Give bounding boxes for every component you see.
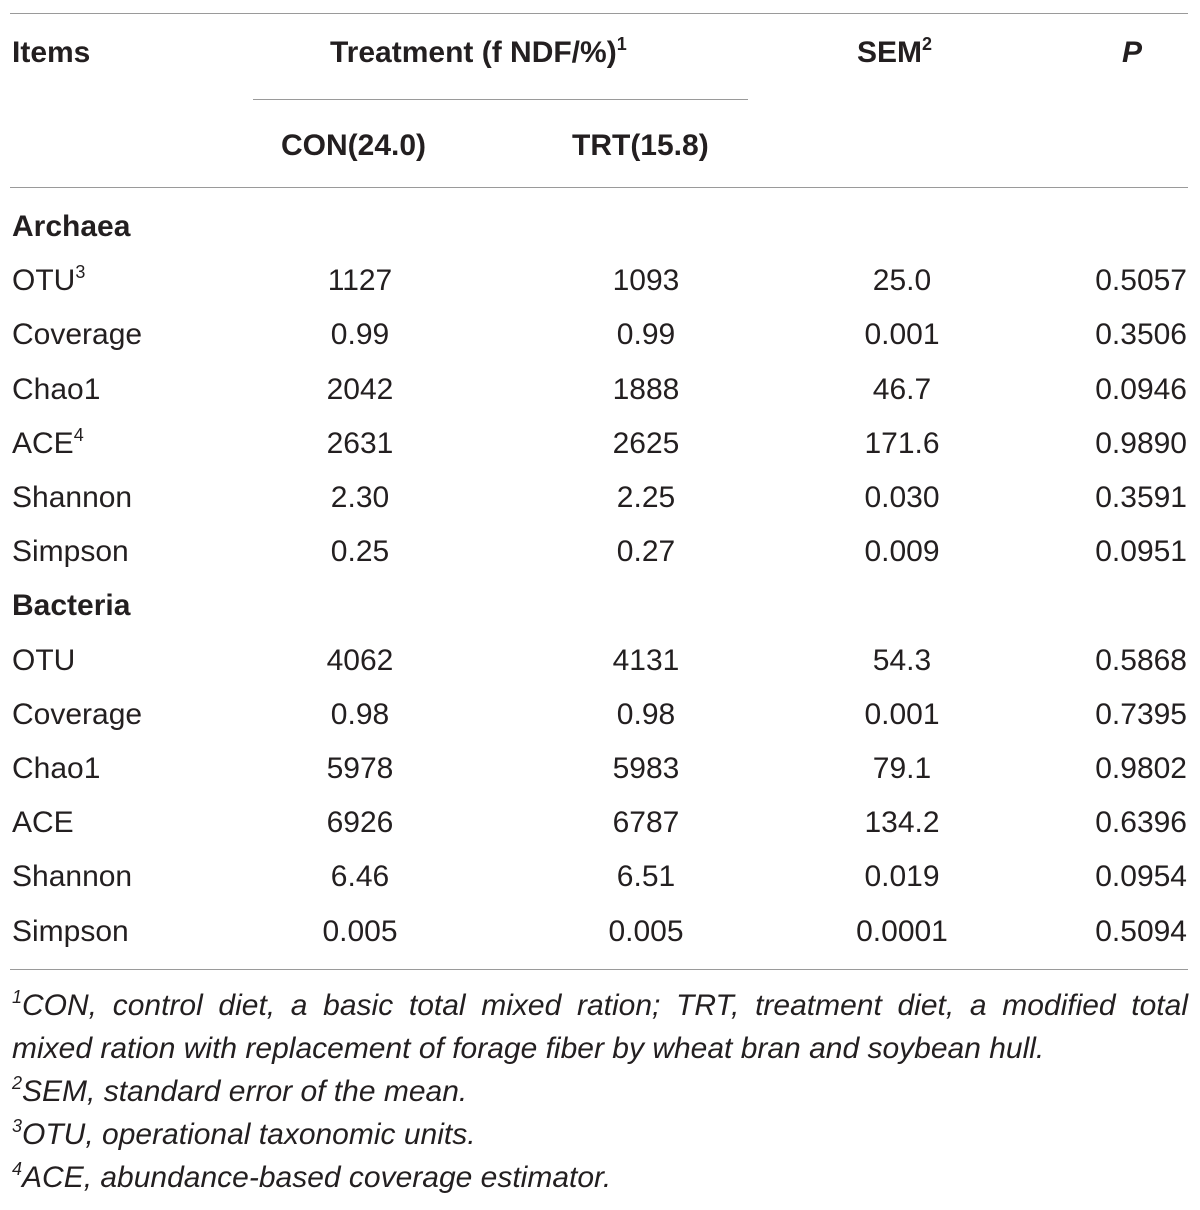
footnote-mark: 4 — [73, 424, 84, 445]
cell-trt: 1888 — [612, 372, 680, 406]
cell-p: 0.3591 — [1095, 481, 1187, 514]
footnote-3: $^3$OTU, operational taxonomic units. — [12, 1116, 476, 1151]
cell-trt: 2.25 — [616, 481, 676, 514]
cell-sem: 25.0 — [872, 264, 932, 298]
footnote-1: $^1$CON, control diet, a basic total mixed ration; TRT, treatment diet, a modified total — [12, 987, 1188, 1022]
cell-item — [12, 254, 85, 308]
header-trt: TRT(15.8) — [572, 129, 709, 162]
cell-item — [12, 742, 100, 796]
cell-p: 0.3506 — [1095, 318, 1187, 352]
cell-con: 0.99 — [330, 318, 390, 352]
table-row — [0, 796, 1200, 850]
table-row — [0, 742, 1200, 796]
cell-con: 6.46 — [330, 860, 390, 894]
header-sem: SEM$^2$ — [857, 34, 933, 69]
header-con: CON(24.0) — [281, 129, 427, 162]
table-row — [0, 525, 1200, 579]
item-label: OTU — [12, 643, 76, 677]
cell-trt: 0.005 — [608, 914, 684, 948]
item-label: ACE — [12, 806, 74, 840]
item-label: Coverage — [12, 697, 143, 731]
cell-con: 5978 — [326, 752, 394, 785]
table-row — [0, 254, 1200, 308]
header-items: Items — [12, 36, 91, 69]
table-bottom-rule — [10, 969, 1188, 970]
cell-p: 0.0954 — [1095, 860, 1187, 894]
cell-item — [12, 417, 84, 471]
cell-trt: 1093 — [612, 264, 680, 298]
section-row — [0, 200, 1200, 254]
cell-sem: 0.009 — [864, 535, 940, 569]
section-title: Bacteria — [12, 589, 131, 623]
cell-trt: 5983 — [612, 752, 680, 785]
item-label: Shannon — [12, 860, 133, 894]
cell-con: 6926 — [326, 806, 394, 840]
cell-sem: 0.030 — [864, 481, 940, 514]
item-label: OTU — [12, 264, 76, 298]
cell-con: 2631 — [326, 426, 394, 460]
cell-p: 0.6396 — [1095, 806, 1187, 840]
header-p: P — [1122, 36, 1143, 69]
cell-sem: 171.6 — [864, 426, 940, 460]
cell-trt: 6.51 — [616, 860, 676, 894]
cell-p: 0.5057 — [1095, 264, 1187, 298]
cell-con: 2042 — [326, 372, 394, 406]
item-label: Coverage — [12, 318, 143, 352]
cell-item — [12, 525, 129, 579]
cell-con: 4062 — [326, 643, 394, 677]
cell-sem: 0.0001 — [856, 914, 948, 948]
table-row — [0, 363, 1200, 417]
cell-p: 0.7395 — [1095, 697, 1187, 731]
cell-p: 0.9802 — [1095, 752, 1187, 785]
cell-item — [12, 308, 142, 362]
section-row — [0, 579, 1200, 633]
cell-sem: 134.2 — [864, 806, 940, 840]
cell-sem: 0.001 — [864, 697, 940, 731]
cell-con: 0.005 — [322, 914, 398, 948]
cell-trt: 0.98 — [616, 697, 676, 731]
cell-item — [12, 363, 100, 417]
cell-con: 2.30 — [330, 481, 390, 514]
cell-con: 0.98 — [330, 697, 390, 731]
item-label: Simpson — [12, 914, 129, 948]
cell-trt: 2625 — [612, 426, 680, 460]
cell-item — [12, 796, 74, 850]
footnote-4: $^4$ACE, abundance-based coverage estimator. — [12, 1159, 612, 1194]
cell-sem: 79.1 — [872, 752, 932, 785]
item-label: ACE — [12, 426, 74, 460]
cell-item — [12, 471, 132, 525]
treatment-span-rule — [253, 99, 748, 100]
table-row — [0, 471, 1200, 525]
table-row — [0, 634, 1200, 688]
cell-trt: 4131 — [612, 643, 680, 677]
item-label: Simpson — [12, 535, 129, 569]
cell-trt: 6787 — [612, 806, 680, 840]
cell-p: 0.9890 — [1095, 426, 1187, 460]
cell-trt: 0.27 — [616, 535, 676, 569]
cell-item — [12, 634, 75, 688]
table-row — [0, 417, 1200, 471]
table-row — [0, 850, 1200, 904]
table-row — [0, 308, 1200, 362]
item-label: Chao1 — [12, 752, 101, 785]
cell-item — [12, 688, 142, 742]
cell-trt: 0.99 — [616, 318, 676, 352]
cell-con: 0.25 — [330, 535, 390, 569]
cell-item — [12, 905, 129, 959]
table-row — [0, 905, 1200, 959]
header-bottom-rule — [10, 187, 1188, 188]
cell-p: 0.0951 — [1095, 535, 1187, 569]
table-row — [0, 688, 1200, 742]
footnote-mark: 3 — [75, 262, 86, 283]
footnote-2: $^2$SEM, standard error of the mean. — [12, 1073, 468, 1108]
table-top-rule — [10, 13, 1188, 14]
header-treatment: Treatment (f NDF/%)$^1$ — [330, 34, 627, 69]
footnotes — [12, 984, 1188, 1199]
cell-sem: 54.3 — [872, 643, 932, 677]
cell-con: 1127 — [327, 264, 393, 298]
item-label: Chao1 — [12, 372, 101, 406]
cell-sem: 46.7 — [872, 372, 932, 406]
cell-sem: 0.019 — [864, 860, 940, 894]
cell-sem: 0.001 — [864, 318, 940, 352]
cell-p: 0.5868 — [1095, 643, 1187, 677]
footnote-1-continued: mixed ration with replacement of forage fiber by wheat bran and soybean hull. — [12, 1032, 1045, 1065]
item-label: Shannon — [12, 481, 133, 514]
cell-item — [12, 850, 132, 904]
cell-p: 0.0946 — [1095, 372, 1187, 406]
cell-p: 0.5094 — [1095, 914, 1187, 948]
section-title: Archaea — [12, 210, 131, 243]
